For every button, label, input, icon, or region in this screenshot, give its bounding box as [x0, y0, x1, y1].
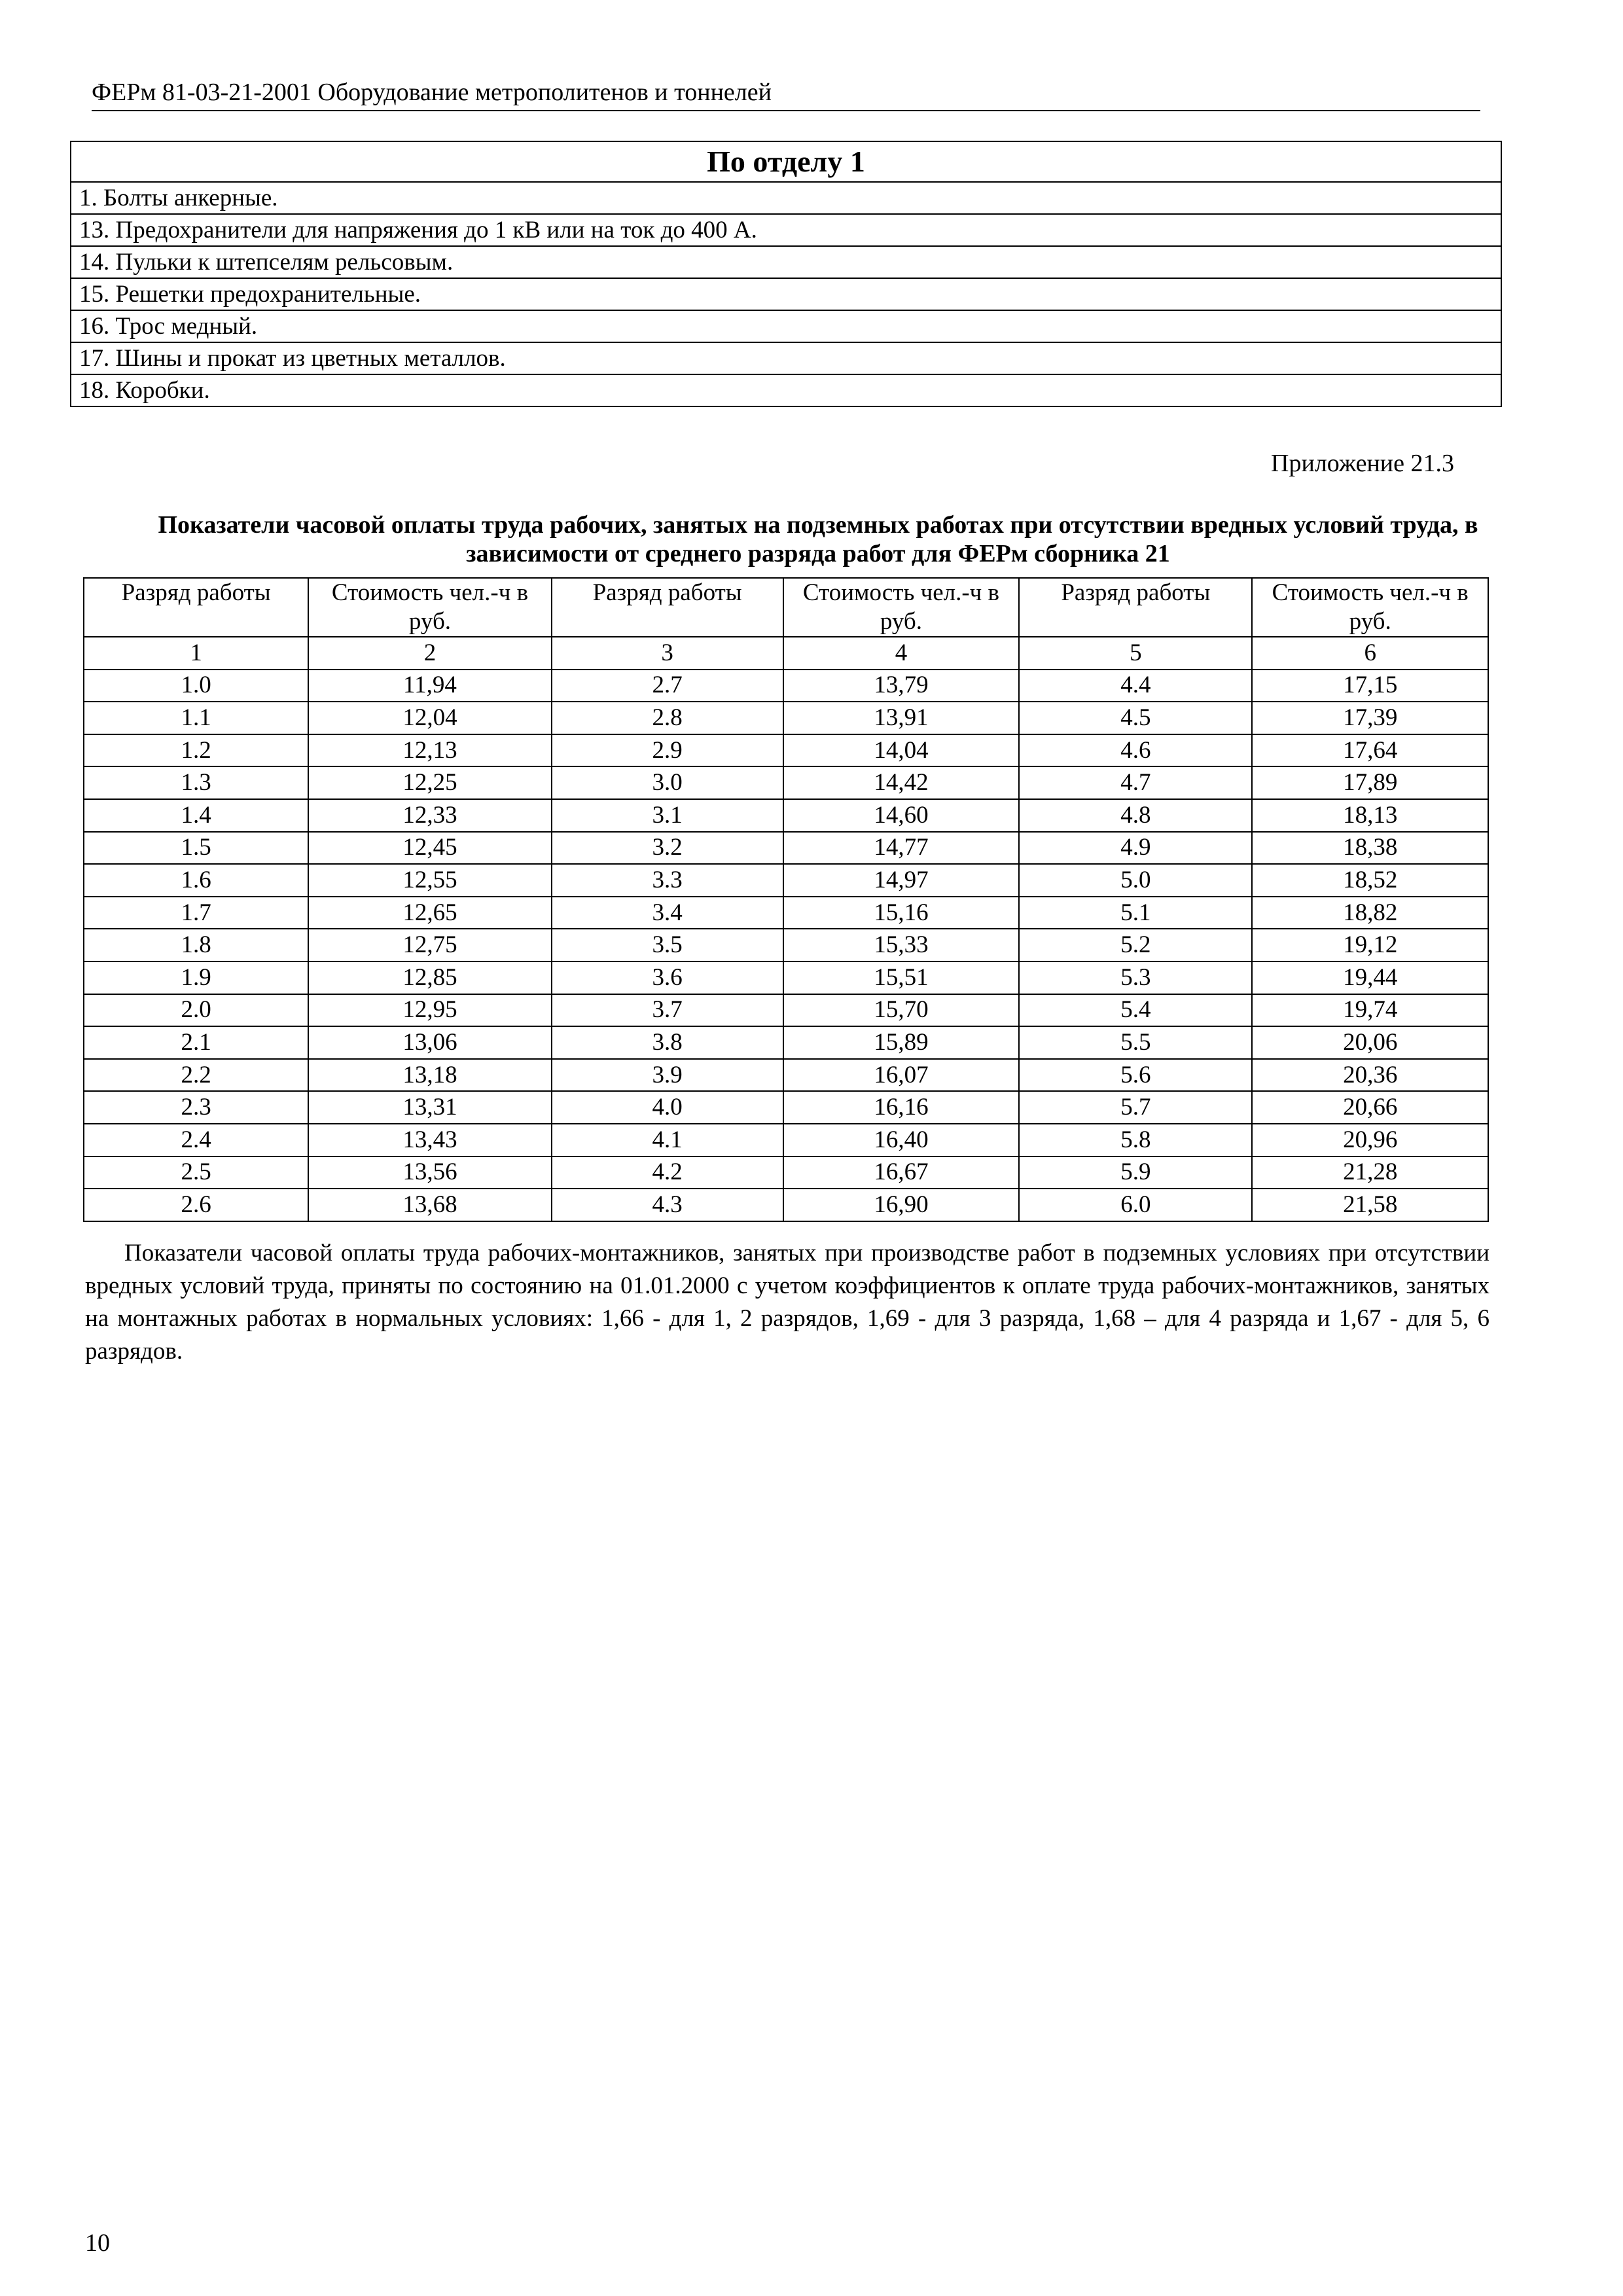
cost-cell: 13,06 — [308, 1026, 551, 1059]
appendix-label: Приложение 21.3 — [1271, 450, 1454, 477]
grade-cell: 2.6 — [84, 1189, 308, 1221]
column-header: Стоимость чел.-ч в руб. — [308, 578, 551, 637]
cost-cell: 17,89 — [1252, 766, 1488, 799]
cost-cell: 14,77 — [783, 832, 1020, 865]
cost-cell: 15,33 — [783, 929, 1020, 961]
grade-cell: 5.1 — [1019, 897, 1252, 929]
grade-cell: 3.3 — [552, 864, 783, 897]
grade-cell: 4.8 — [1019, 799, 1252, 832]
table-row — [84, 1157, 1488, 1189]
section-item: 13. Предохранители для напряжения до 1 кВ или на ток до 400 А. — [71, 214, 1501, 246]
cost-cell: 12,13 — [308, 734, 551, 767]
cost-cell: 12,45 — [308, 832, 551, 865]
grade-cell: 1.9 — [84, 961, 308, 994]
grade-cell: 5.0 — [1019, 864, 1252, 897]
cost-cell: 21,28 — [1252, 1157, 1488, 1189]
grade-cell: 4.5 — [1019, 702, 1252, 734]
column-header: Разряд работы — [552, 578, 783, 637]
cost-cell: 13,43 — [308, 1124, 551, 1157]
cost-cell: 13,91 — [783, 702, 1020, 734]
page-number: 10 — [85, 2229, 110, 2257]
grade-cell: 4.0 — [552, 1091, 783, 1124]
table-row — [84, 670, 1488, 702]
cost-cell: 15,89 — [783, 1026, 1020, 1059]
cost-cell: 14,42 — [783, 766, 1020, 799]
section-items-table — [70, 141, 1502, 407]
column-number: 5 — [1019, 637, 1252, 670]
grade-cell: 2.2 — [84, 1059, 308, 1092]
column-header: Стоимость чел.-ч в руб. — [1252, 578, 1488, 637]
section-title: По отделу 1 — [71, 141, 1501, 182]
section-item: 14. Пульки к штепселям рельсовым. — [71, 246, 1501, 278]
cost-cell: 12,75 — [308, 929, 551, 961]
grade-cell: 5.6 — [1019, 1059, 1252, 1092]
grade-cell: 1.6 — [84, 864, 308, 897]
grade-cell: 3.2 — [552, 832, 783, 865]
table-header-row — [84, 578, 1488, 637]
grade-cell: 4.9 — [1019, 832, 1252, 865]
grade-cell: 4.2 — [552, 1157, 783, 1189]
column-header: Стоимость чел.-ч в руб. — [783, 578, 1020, 637]
cost-cell: 21,58 — [1252, 1189, 1488, 1221]
cost-cell: 12,65 — [308, 897, 551, 929]
column-number: 1 — [84, 637, 308, 670]
column-number: 2 — [308, 637, 551, 670]
wage-rates-table — [83, 577, 1489, 1222]
grade-cell: 1.2 — [84, 734, 308, 767]
running-header: ФЕРм 81-03-21-2001 Оборудование метрополитенов и тоннелей — [92, 77, 1480, 111]
table-row — [84, 832, 1488, 865]
cost-cell: 16,07 — [783, 1059, 1020, 1092]
grade-cell: 3.5 — [552, 929, 783, 961]
cost-cell: 12,85 — [308, 961, 551, 994]
grade-cell: 4.6 — [1019, 734, 1252, 767]
grade-cell: 2.8 — [552, 702, 783, 734]
table-row — [84, 799, 1488, 832]
cost-cell: 20,36 — [1252, 1059, 1488, 1092]
table-row — [84, 1091, 1488, 1124]
cost-cell: 18,52 — [1252, 864, 1488, 897]
cost-cell: 19,74 — [1252, 994, 1488, 1027]
grade-cell: 3.8 — [552, 1026, 783, 1059]
section-item: 1. Болты анкерные. — [71, 182, 1501, 214]
column-number-row — [84, 637, 1488, 670]
cost-cell: 11,94 — [308, 670, 551, 702]
cost-cell: 15,51 — [783, 961, 1020, 994]
cost-cell: 12,55 — [308, 864, 551, 897]
grade-cell: 5.9 — [1019, 1157, 1252, 1189]
grade-cell: 5.5 — [1019, 1026, 1252, 1059]
table-row — [84, 734, 1488, 767]
column-number: 6 — [1252, 637, 1488, 670]
grade-cell: 3.4 — [552, 897, 783, 929]
cost-cell: 12,04 — [308, 702, 551, 734]
grade-cell: 2.4 — [84, 1124, 308, 1157]
table-row — [84, 1026, 1488, 1059]
cost-cell: 13,56 — [308, 1157, 551, 1189]
section-item-row — [71, 342, 1501, 374]
grade-cell: 3.0 — [552, 766, 783, 799]
column-number: 3 — [552, 637, 783, 670]
section-item-row — [71, 182, 1501, 214]
cost-cell: 14,04 — [783, 734, 1020, 767]
grade-cell: 6.0 — [1019, 1189, 1252, 1221]
grade-cell: 2.0 — [84, 994, 308, 1027]
cost-cell: 20,06 — [1252, 1026, 1488, 1059]
grade-cell: 1.3 — [84, 766, 308, 799]
section-item-row — [71, 214, 1501, 246]
section-item: 18. Коробки. — [71, 374, 1501, 406]
cost-cell: 13,31 — [308, 1091, 551, 1124]
cost-cell: 16,67 — [783, 1157, 1020, 1189]
cost-cell: 18,82 — [1252, 897, 1488, 929]
cost-cell: 16,40 — [783, 1124, 1020, 1157]
cost-cell: 17,39 — [1252, 702, 1488, 734]
grade-cell: 2.5 — [84, 1157, 308, 1189]
section-item-row — [71, 278, 1501, 310]
cost-cell: 20,66 — [1252, 1091, 1488, 1124]
column-number: 4 — [783, 637, 1020, 670]
grade-cell: 5.8 — [1019, 1124, 1252, 1157]
cost-cell: 16,90 — [783, 1189, 1020, 1221]
cost-cell: 18,13 — [1252, 799, 1488, 832]
cost-cell: 13,18 — [308, 1059, 551, 1092]
table-row — [84, 702, 1488, 734]
grade-cell: 2.3 — [84, 1091, 308, 1124]
grade-cell: 3.7 — [552, 994, 783, 1027]
section-item: 16. Трос медный. — [71, 310, 1501, 342]
column-header: Разряд работы — [1019, 578, 1252, 637]
cost-cell: 15,16 — [783, 897, 1020, 929]
table-row — [84, 961, 1488, 994]
grade-cell: 1.7 — [84, 897, 308, 929]
grade-cell: 3.6 — [552, 961, 783, 994]
cost-cell: 17,64 — [1252, 734, 1488, 767]
table-row — [84, 1124, 1488, 1157]
grade-cell: 5.2 — [1019, 929, 1252, 961]
grade-cell: 2.9 — [552, 734, 783, 767]
grade-cell: 5.4 — [1019, 994, 1252, 1027]
cost-cell: 14,97 — [783, 864, 1020, 897]
grade-cell: 1.1 — [84, 702, 308, 734]
column-header: Разряд работы — [84, 578, 308, 637]
table-row — [84, 1059, 1488, 1092]
section-item-row — [71, 246, 1501, 278]
section-item: 15. Решетки предохранительные. — [71, 278, 1501, 310]
grade-cell: 1.8 — [84, 929, 308, 961]
section-item-row — [71, 310, 1501, 342]
grade-cell: 3.1 — [552, 799, 783, 832]
grade-cell: 5.3 — [1019, 961, 1252, 994]
cost-cell: 20,96 — [1252, 1124, 1488, 1157]
footnote-paragraph: Показатели часовой оплаты труда рабочих-монтажников, занятых при производстве работ в подземных условиях при отсутствии вредных условий труда, приняты по состоянию на 01.01.2000 с учетом коэффициентов к оплате труда рабочих-монтажников, занятых на монтажных работах в нормальных условиях: 1,66 - для 1, 2 разрядов, 1,69 - для 3 разряда, 1,68 – для 4 разряда и 1,67 - для 5, 6 разрядов. — [85, 1240, 1489, 1365]
table-row — [84, 766, 1488, 799]
section-item: 17. Шины и прокат из цветных металлов. — [71, 342, 1501, 374]
cost-cell: 13,68 — [308, 1189, 551, 1221]
cost-cell: 12,33 — [308, 799, 551, 832]
grade-cell: 4.7 — [1019, 766, 1252, 799]
table-row — [84, 994, 1488, 1027]
section-item-row — [71, 374, 1501, 406]
table-row — [84, 864, 1488, 897]
cost-cell: 19,12 — [1252, 929, 1488, 961]
cost-cell: 13,79 — [783, 670, 1020, 702]
grade-cell: 1.4 — [84, 799, 308, 832]
grade-cell: 2.1 — [84, 1026, 308, 1059]
grade-cell: 4.3 — [552, 1189, 783, 1221]
cost-cell: 15,70 — [783, 994, 1020, 1027]
cost-cell: 14,60 — [783, 799, 1020, 832]
grade-cell: 4.1 — [552, 1124, 783, 1157]
grade-cell: 5.7 — [1019, 1091, 1252, 1124]
cost-cell: 18,38 — [1252, 832, 1488, 865]
cost-cell: 16,16 — [783, 1091, 1020, 1124]
cost-cell: 17,15 — [1252, 670, 1488, 702]
table-row — [84, 897, 1488, 929]
cost-cell: 12,25 — [308, 766, 551, 799]
table-row — [84, 1189, 1488, 1221]
grade-cell: 4.4 — [1019, 670, 1252, 702]
table-caption: Показатели часовой оплаты труда рабочих, занятых на подземных работах при отсутствии вредных условий труда, в зависимости от среднего разряда работ для ФЕРм сборника 21 — [158, 511, 1478, 567]
cost-cell: 19,44 — [1252, 961, 1488, 994]
grade-cell: 1.5 — [84, 832, 308, 865]
cost-cell: 12,95 — [308, 994, 551, 1027]
grade-cell: 2.7 — [552, 670, 783, 702]
grade-cell: 3.9 — [552, 1059, 783, 1092]
grade-cell: 1.0 — [84, 670, 308, 702]
table-row — [84, 929, 1488, 961]
